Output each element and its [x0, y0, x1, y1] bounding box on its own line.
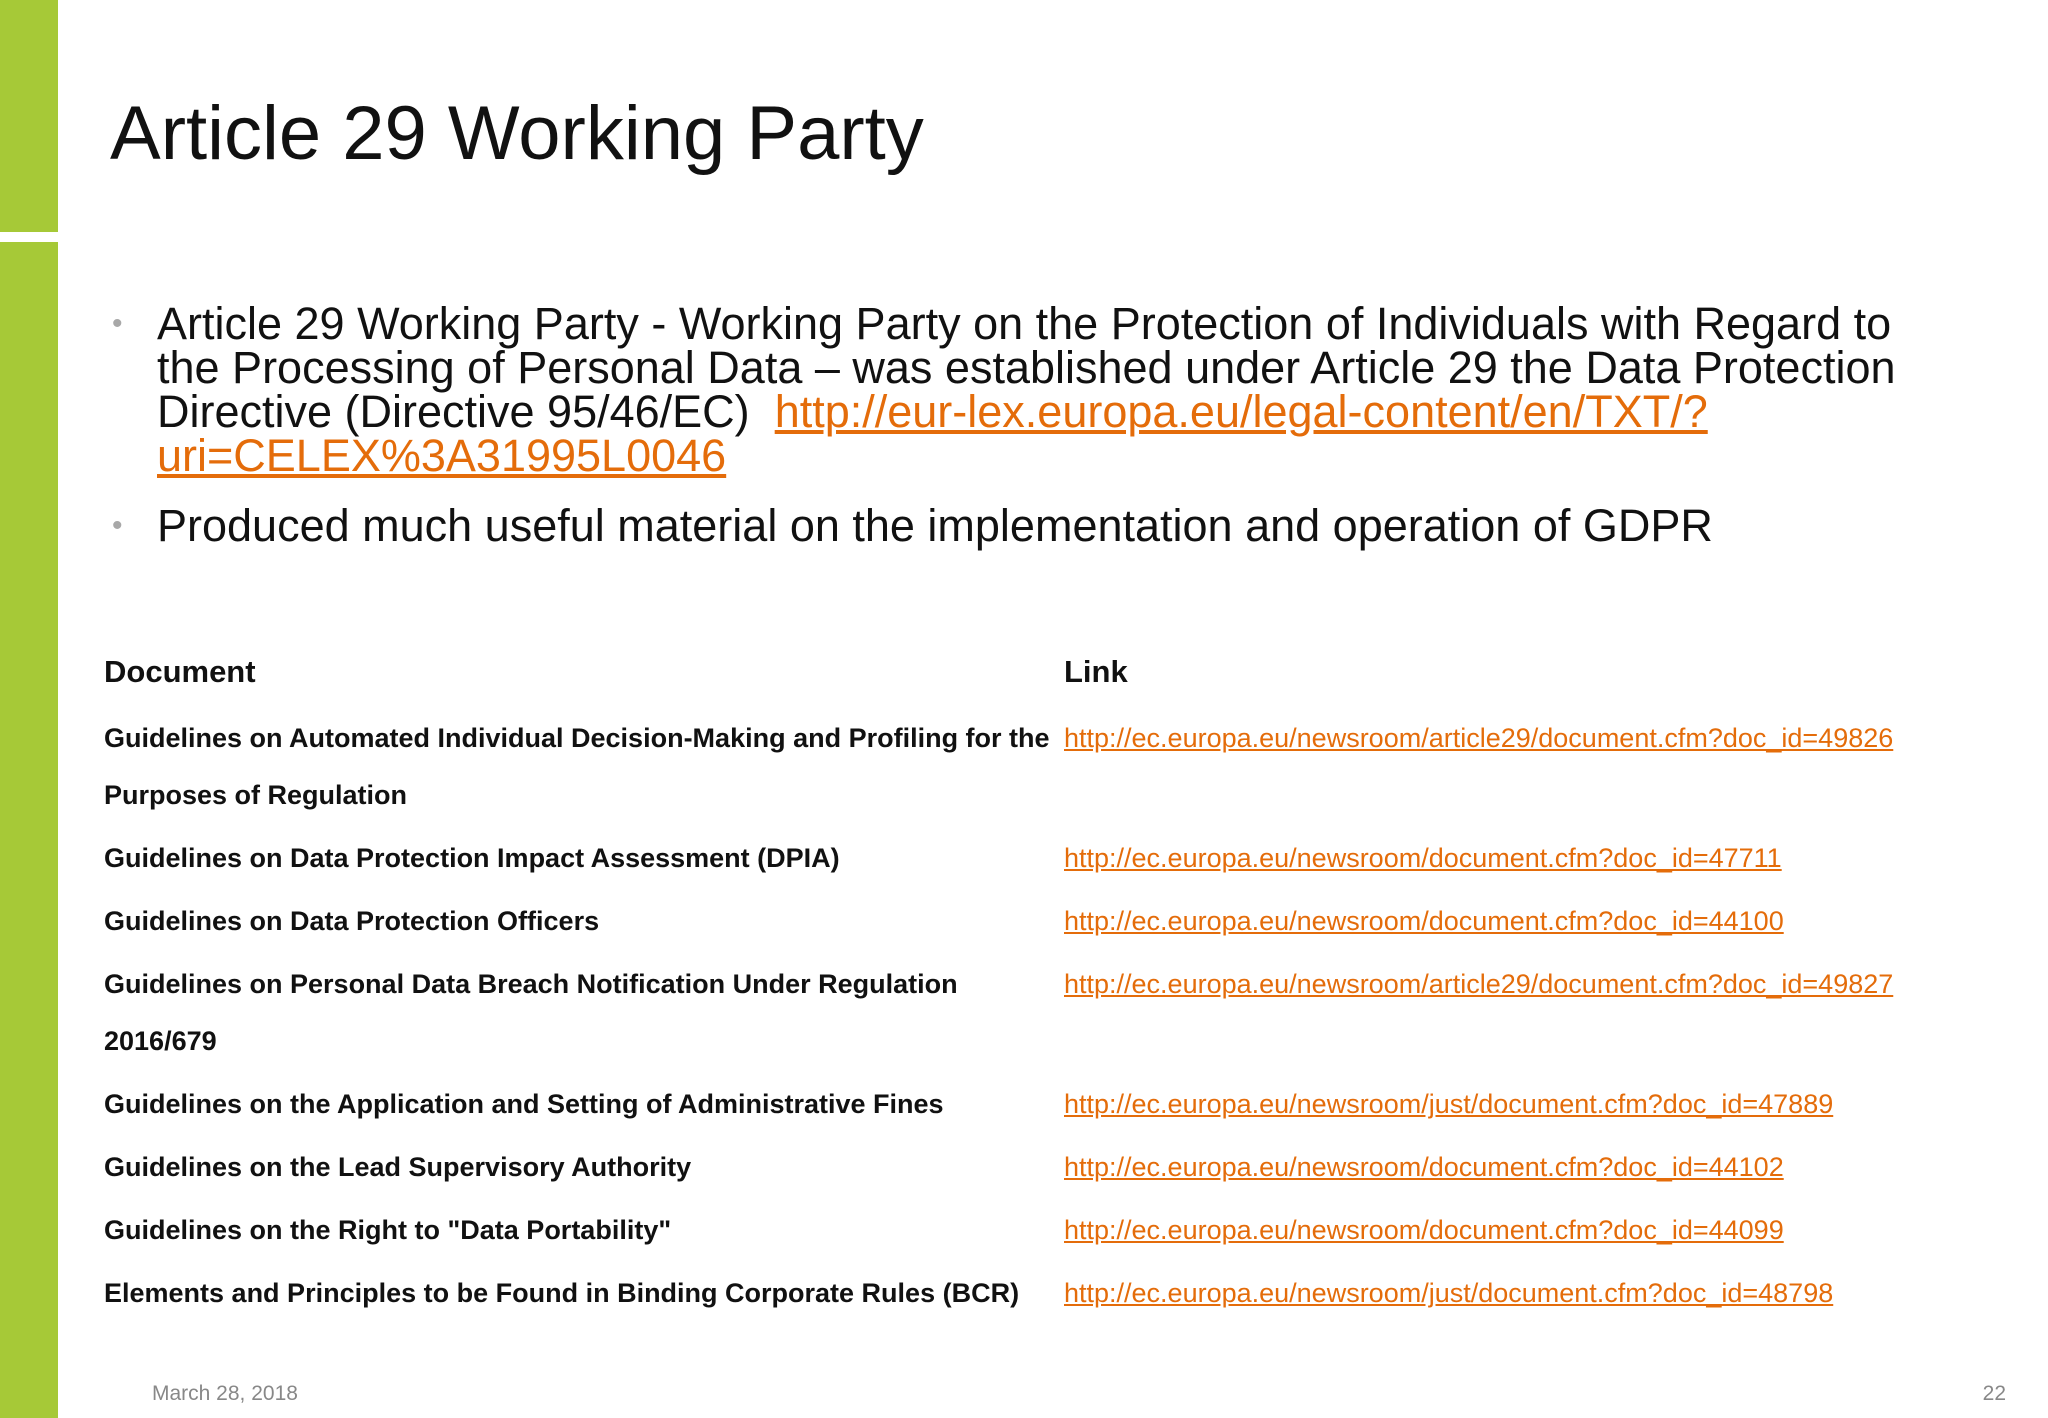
column-header-link: Link	[1064, 654, 1128, 689]
document-cell: Guidelines on Automated Individual Decision-Making and Profiling for the Purposes of Regulation	[104, 723, 1050, 810]
document-cell: Guidelines on the Right to "Data Portability"	[104, 1215, 672, 1245]
document-link[interactable]: http://ec.europa.eu/newsroom/document.cfm?doc_id=47711	[1064, 843, 1782, 873]
bullet-list	[110, 298, 1960, 551]
document-link[interactable]: http://ec.europa.eu/newsroom/article29/document.cfm?doc_id=49826	[1064, 723, 1894, 753]
table-row	[104, 956, 1893, 1076]
document-link[interactable]: http://ec.europa.eu/newsroom/document.cfm?doc_id=44102	[1064, 1152, 1784, 1182]
table-header-row	[104, 650, 1893, 710]
bullet-item-material	[110, 500, 1960, 551]
document-cell: Guidelines on Personal Data Breach Notification Under Regulation 2016/679	[104, 969, 958, 1056]
table-row	[104, 1139, 1893, 1202]
eur-lex-link[interactable]: http://eur-lex.europa.eu/legal-content/en/TXT/?uri=CELEX%3A31995L0046	[157, 386, 1708, 481]
table-row	[104, 710, 1893, 830]
accent-bar-bottom	[0, 242, 58, 1418]
document-link[interactable]: http://ec.europa.eu/newsroom/just/document.cfm?doc_id=47889	[1064, 1089, 1834, 1119]
document-cell: Guidelines on Data Protection Impact Assessment (DPIA)	[104, 843, 840, 873]
column-header-document: Document	[104, 654, 256, 689]
accent-bar-top	[0, 0, 58, 232]
document-cell: Elements and Principles to be Found in Binding Corporate Rules (BCR)	[104, 1278, 1020, 1308]
table-row	[104, 1202, 1893, 1265]
table-row	[104, 1076, 1893, 1139]
slide-title: Article 29 Working Party	[110, 91, 924, 176]
table-row	[104, 893, 1893, 956]
bullet-text: Article 29 Working Party - Working Party on the Protection of Individuals with Regard to the Processing of Personal Data – was established under Article 29 the Data Protection Directive (Directive 95/46/EC)	[157, 298, 1896, 437]
document-link[interactable]: http://ec.europa.eu/newsroom/document.cfm?doc_id=44100	[1064, 906, 1784, 936]
document-cell: Guidelines on the Lead Supervisory Authority	[104, 1152, 692, 1182]
bullet-item-establishment	[110, 298, 1960, 481]
document-link[interactable]: http://ec.europa.eu/newsroom/document.cfm?doc_id=44099	[1064, 1215, 1784, 1245]
document-link[interactable]: http://ec.europa.eu/newsroom/article29/document.cfm?doc_id=49827	[1064, 969, 1894, 999]
page-number: 22	[1982, 1382, 2006, 1405]
document-link[interactable]: http://ec.europa.eu/newsroom/just/document.cfm?doc_id=48798	[1064, 1278, 1834, 1308]
bullet-dot-icon: •	[112, 307, 123, 340]
documents-table	[104, 650, 1893, 1328]
document-cell: Guidelines on the Application and Setting of Administrative Fines	[104, 1089, 944, 1119]
bullet-dot-icon: •	[112, 509, 123, 542]
document-cell: Guidelines on Data Protection Officers	[104, 906, 600, 936]
table-row	[104, 830, 1893, 893]
table-row	[104, 1265, 1893, 1328]
bullet-text: Produced much useful material on the implementation and operation of GDPR	[157, 500, 1713, 551]
footer-date: March 28, 2018	[152, 1382, 298, 1405]
